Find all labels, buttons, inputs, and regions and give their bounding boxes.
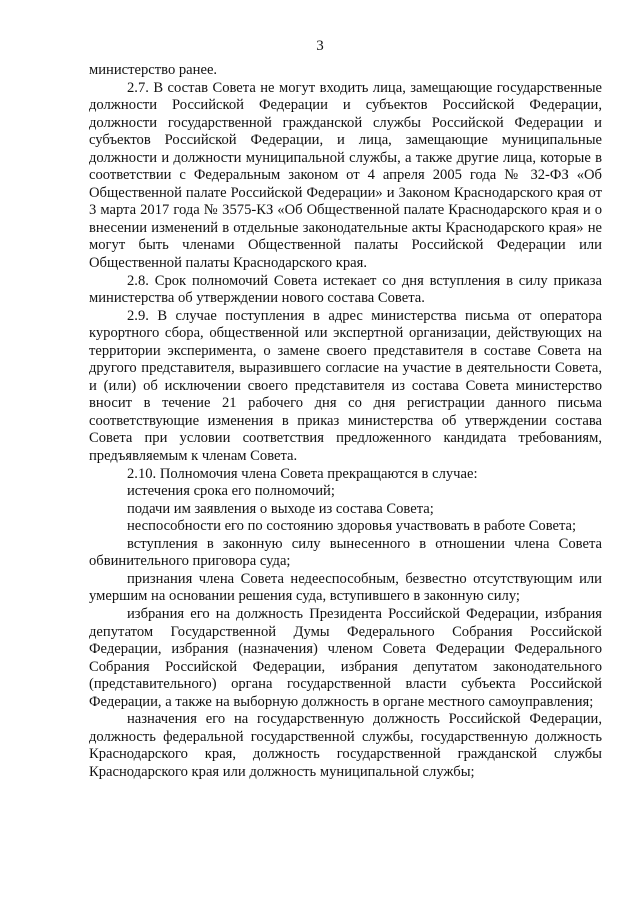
list-item-appointment: назначения его на государственную должность Российской Федерации, должность федеральной государственной службы, государственную должность Краснодарского края, должность государственной гражданской службы Краснодарского края или должность муниципальной службы; bbox=[89, 711, 602, 780]
paragraph-continuation: министерство ранее. bbox=[89, 62, 218, 78]
paragraph-2-10: 2.10. Полномочия члена Совета прекращаются в случае: bbox=[127, 465, 478, 482]
list-item-election: избрания его на должность Президента Российской Федерации, избрания депутатом Государственной Думы Федерального Собрания Российской Федерации, избрания (назначения) членом Совета Федерации Федерального Собрания Российской Федерации, избрания депутатом законодательного (представительного) органа государственной власти субъекта Российской Федерации, а также на выборную должность в органе местного самоуправления; bbox=[89, 605, 602, 710]
paragraph-2-9: 2.9. В случае поступления в адрес министерства письма от оператора курортного сбора, общественной или экспертной организации, действующих на территории эксперимента, о замене своего представителя в составе Совета на другого представителя, выразившего согласие на участие в деятельности Совета, и (или) об исключении своего представителя из состава Совета министерство вносит в течение 21 рабочего дня со дня регистрации данного письма соответствующие изменения в приказ министерства об утверждении состава Совета при условии соответствия предложенного кандидата требованиям, предъявляемым к членам Совета. bbox=[89, 307, 602, 465]
list-item-incapacity: признания члена Совета недееспособным, безвестно отсутствующим или умершим на основании решения суда, вступившего в законную силу; bbox=[89, 570, 602, 605]
document-body bbox=[89, 62, 602, 781]
list-item-term-expiry: истечения срока его полномочий; bbox=[127, 483, 335, 500]
list-item-health: неспособности его по состоянию здоровья участвовать в работе Совета; bbox=[127, 518, 577, 535]
list-item-conviction: вступления в законную силу вынесенного в отношении члена Совета обвинительного приговора суда; bbox=[89, 535, 602, 570]
paragraph-2-8: 2.8. Срок полномочий Совета истекает со дня вступления в силу приказа министерства об утверждении нового состава Совета. bbox=[89, 272, 602, 307]
page-number: 3 bbox=[316, 38, 324, 54]
paragraph-2-7: 2.7. В состав Совета не могут входить лица, замещающие государственные должности Российской Федерации и субъектов Российской Федерации, должности государственной гражданской службы Российской Федерации и субъектов Российской Федерации, и лица, замещающие муниципальные должности и должности муниципальной службы, а также другие лица, которые в соответствии с Федеральным законом от 4 апреля 2005 года № 32-ФЗ «Об Общественной палате Российской Федерации» и Законом Краснодарского края от 3 марта 2017 года № 3575-КЗ «Об Общественной палате Краснодарского края и о внесении изменений в отдельные законодательные акты Краснодарского края» не могут быть членами Общественной палаты Российской Федерации или Общественной палаты Краснодарского края. bbox=[89, 79, 602, 272]
list-item-resignation: подачи им заявления о выходе из состава Совета; bbox=[127, 500, 434, 517]
